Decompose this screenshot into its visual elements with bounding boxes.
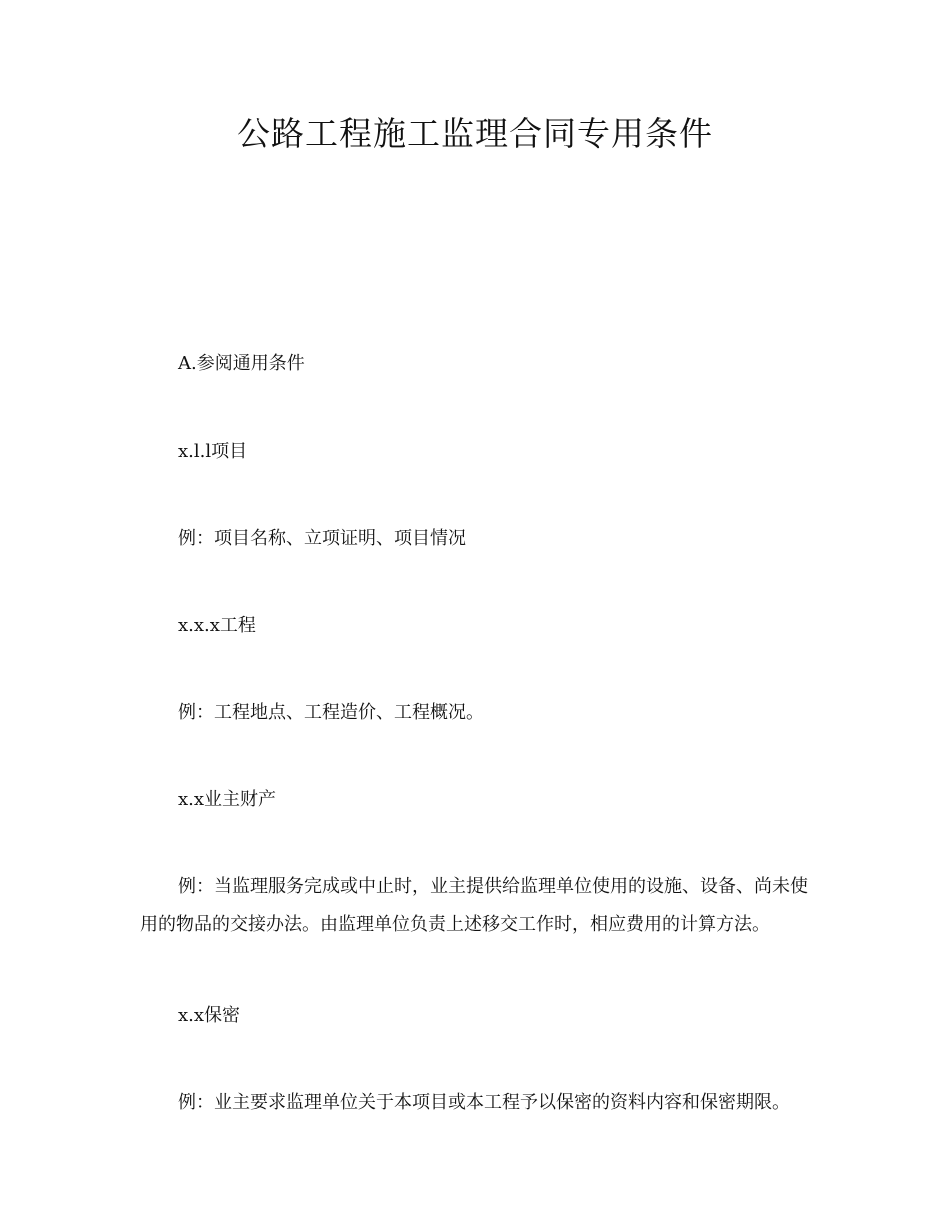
clause-example-works: 例：工程地点、工程造价、工程概况。 — [178, 702, 484, 723]
document-title: 公路工程施工监理合同专用条件 — [237, 114, 713, 153]
clause-heading-works: x.x.x工程 — [178, 615, 256, 636]
section-heading-general-conditions: A.参阅通用条件 — [178, 353, 305, 374]
clause-heading-confidentiality: x.x保密 — [178, 1005, 241, 1026]
clause-example-project: 例：项目名称、立项证明、项目情况 — [178, 528, 466, 549]
clause-heading-project: x.l.l项目 — [178, 441, 248, 462]
clause-example-confidentiality: 例：业主要求监理单位关于本项目或本工程予以保密的资料内容和保密期限。 — [178, 1092, 790, 1113]
clause-heading-owner-property: x.x业主财产 — [178, 789, 277, 810]
clause-example-owner-property: 例：当监理服务完成或中止时，业主提供给监理单位使用的设施、设备、尚未使用的物品的交接办法。由监理单位负责上述移交工作时，相应费用的计算方法。 — [140, 876, 808, 935]
